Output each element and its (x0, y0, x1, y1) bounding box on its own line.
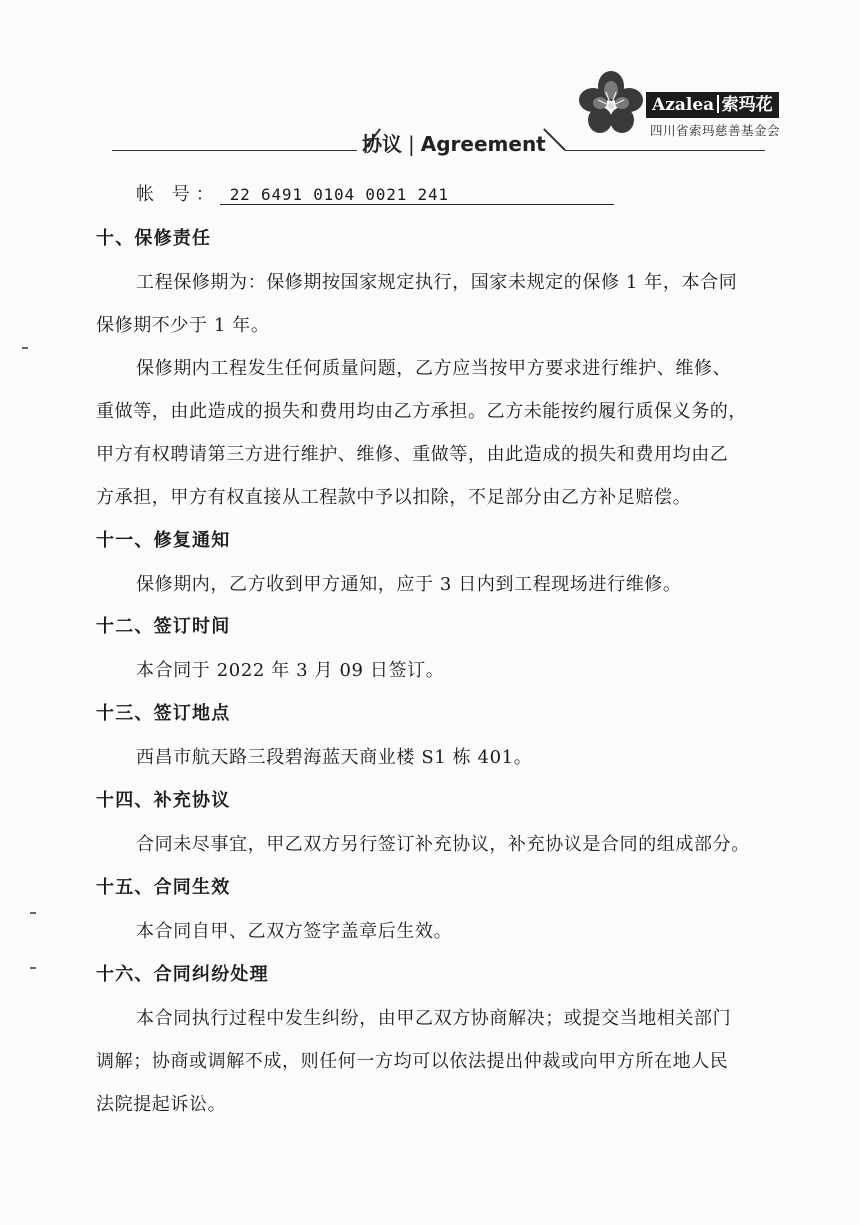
scan-mark (22, 347, 28, 349)
paragraph-line: 西昌市航天路三段碧海蓝天商业楼 S1 栋 401。 (136, 747, 533, 768)
section-heading: 十三、签订地点 (96, 703, 231, 724)
header-rule-right (565, 150, 765, 151)
paragraph-line: 本合同执行过程中发生纠纷，由甲乙双方协商解决；或提交当地相关部门 (136, 1008, 732, 1029)
account-label: 帐 号： (136, 184, 220, 205)
section-heading: 十、保修责任 (96, 228, 212, 249)
logo-subtitle: 四川省索玛慈善基金会 (650, 123, 781, 138)
logo-brand (646, 92, 779, 118)
paragraph-line: 调解；协商或调解不成，则任何一方均可以依法提出仲裁或向甲方所在地人民 (96, 1051, 729, 1072)
header-rule-left (112, 150, 357, 151)
scan-mark (30, 967, 36, 969)
logo-brand-cn: 索玛花 (721, 95, 773, 115)
header-title-separator: | (408, 132, 415, 156)
paragraph-line: 方承担，甲方有权直接从工程款中予以扣除，不足部分由乙方补足赔偿。 (96, 487, 692, 508)
section-heading: 十一、修复通知 (96, 530, 231, 551)
logo-divider (717, 95, 719, 113)
section-heading: 十四、补充协议 (96, 790, 231, 811)
header-title-cn: 协议 (362, 132, 402, 156)
account-value: 22 6491 0104 0021 241 (220, 185, 614, 205)
logo-brand-en: Azalea (652, 95, 715, 115)
paragraph-line: 甲方有权聘请第三方进行维护、维修、重做等，由此造成的损失和费用均由乙 (96, 444, 729, 465)
header-title (362, 128, 546, 156)
section-heading: 十六、合同纠纷处理 (96, 964, 269, 985)
scan-mark (30, 912, 36, 914)
azalea-flower-icon (576, 70, 646, 136)
paragraph-line: 合同未尽事宜，甲乙双方另行签订补充协议，补充协议是合同的组成部分。 (136, 834, 750, 855)
paragraph-line: 保修期不少于 1 年。 (96, 315, 270, 336)
header-rule-slant-right (543, 128, 565, 150)
section-heading: 十二、签订时间 (96, 616, 231, 637)
paragraph-line: 工程保修期为：保修期按国家规定执行，国家未规定的保修 1 年，本合同 (136, 272, 738, 293)
section-heading: 十五、合同生效 (96, 877, 231, 898)
paragraph-line: 重做等，由此造成的损失和费用均由乙方承担。乙方未能按约履行质保义务的， (96, 401, 747, 422)
paragraph-line: 法院提起诉讼。 (96, 1094, 227, 1115)
paragraph-line: 本合同自甲、乙双方签字盖章后生效。 (136, 921, 453, 942)
header-title-en: Agreement (420, 132, 546, 156)
account-line (136, 180, 614, 206)
paragraph-line: 保修期内工程发生任何质量问题，乙方应当按甲方要求进行维护、维修、 (136, 358, 732, 379)
paragraph-line: 保修期内，乙方收到甲方通知，应于 3 日内到工程现场进行维修。 (136, 574, 682, 595)
paragraph-line: 本合同于 2022 年 3 月 09 日签订。 (136, 660, 445, 681)
